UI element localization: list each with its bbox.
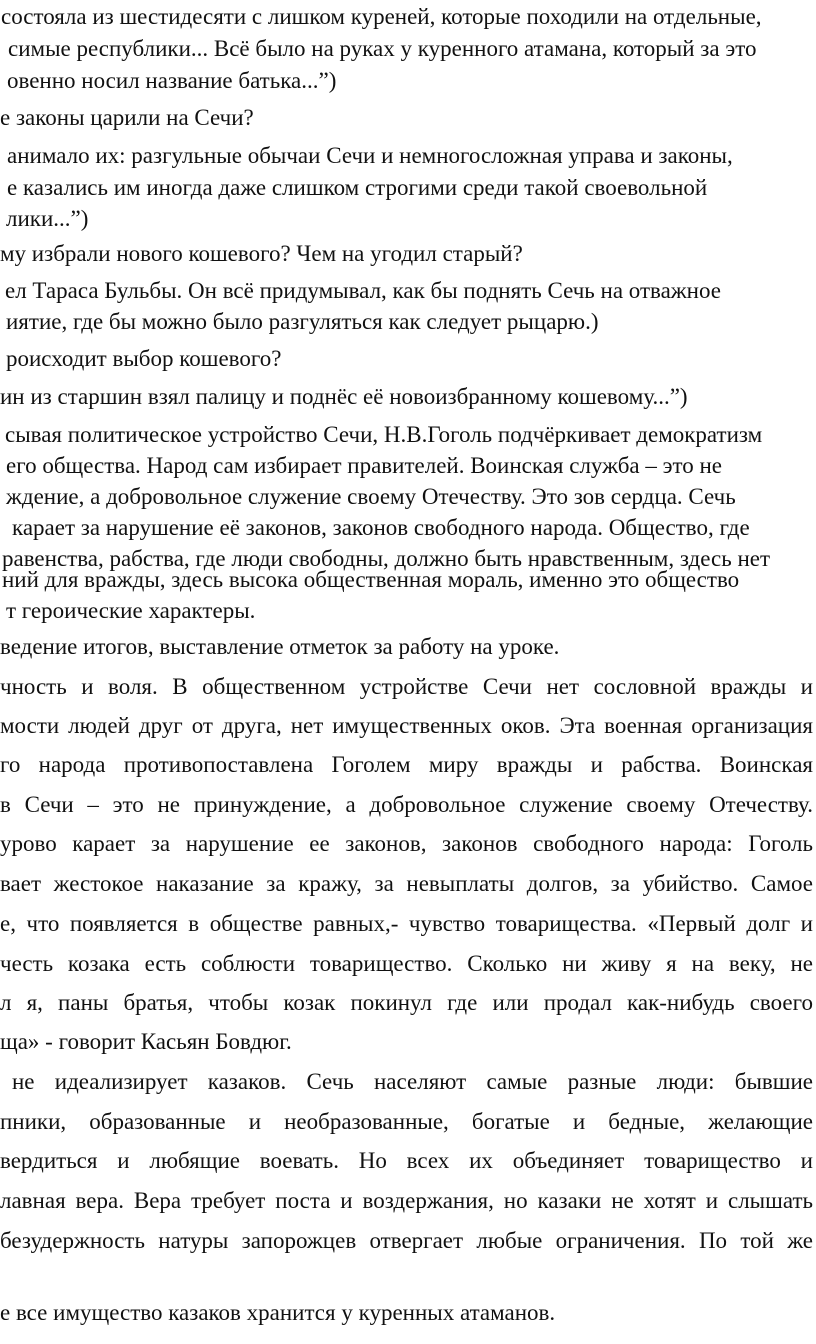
text-line: анимало их: разгульные обычаи Сечи и немногосложная управа и законы, <box>7 143 733 168</box>
text-line: ща» - говорит Касьян Бовдюг. <box>0 1029 292 1054</box>
text-line: е казались им иногда даже слишком строгими среди такой своевольной <box>7 175 708 200</box>
text-line: чность и воля. В общественном устройстве Сечи нет сословной вражды и <box>0 674 813 699</box>
text-line: состояла из шестидесяти с лишком куреней, которые походили на отдельные, <box>1 4 762 29</box>
text-line: роисходит выбор кошевого? <box>6 346 282 371</box>
text-line: ний для вражды, здесь высока общественная мораль, именно это общество <box>2 567 740 592</box>
text-line: ждение, а добровольное служение своему Отечеству. Это зов сердца. Сечь <box>6 484 736 509</box>
text-line: вердиться и любящие воевать. Но всех их объединяет товарищество и <box>0 1148 813 1173</box>
text-line: иятие, где бы можно было разгуляться как следует рыцарю.) <box>6 309 599 334</box>
text-line: его общества. Народ сам избирает правителей. Воинская служба – это не <box>6 453 723 478</box>
text-line: му избрали нового кошевого? Чем на угодил старый? <box>0 241 523 266</box>
text-line: не идеализирует казаков. Сечь населяют самые разные люди: бывшие <box>12 1069 813 1094</box>
text-line: безудержность натуры запорожцев отвергает любые ограничения. По той же <box>0 1228 813 1253</box>
text-line: е законы царили на Сечи? <box>0 105 254 130</box>
text-line: ел Тараса Бульбы. Он всё придумывал, как бы поднять Сечь на отважное <box>5 278 721 303</box>
text-line: честь козака есть соблюсти товарищество. Сколько ни живу я на веку, не <box>0 951 813 976</box>
text-line: лавная вера. Вера требует поста и воздержания, но казаки не хотят и слышать <box>0 1188 813 1213</box>
text-line: лики...”) <box>6 206 89 231</box>
text-line: сывая политическое устройство Сечи, Н.В.Гоголь подчёркивает демократизм <box>5 422 763 447</box>
text-line: мости людей друг от друга, нет имущественных оков. Эта военная организация <box>0 713 813 738</box>
text-line: карает за нарушение её законов, законов свободного народа. Общество, где <box>12 515 750 540</box>
text-line: пники, образованные и необразованные, богатые и бедные, желающие <box>0 1109 813 1134</box>
text-line: л я, паны братья, чтобы козак покинул где или продал как-нибудь своего <box>0 990 813 1015</box>
text-line: е, что появляется в обществе равных,- чувство товарищества. «Первый долг и <box>0 911 813 936</box>
text-line: т героические характеры. <box>6 598 256 623</box>
text-line: е все имущество казаков хранится у куренных атаманов. <box>0 1300 556 1325</box>
text-line: ведение итогов, выставление отметок за работу на уроке. <box>0 634 560 659</box>
text-line: вает жестокое наказание за кражу, за невыплаты долгов, за убийство. Самое <box>0 871 813 896</box>
text-line: равенства, рабства, где люди свободны, должно быть нравственным, здесь нет <box>2 546 771 571</box>
text-line: симые республики... Всё было на руках у куренного атамана, который за это <box>8 36 757 61</box>
text-line: урово карает за нарушение ее законов, законов свободного народа: Гоголь <box>0 831 813 856</box>
text-line: ин из старшин взял палицу и поднёс её новоизбранному кошевому...”) <box>0 384 688 409</box>
text-line: в Сечи – это не принуждение, а добровольное служение своему Отечеству. <box>0 792 813 817</box>
text-line: овенно носил название батька...”) <box>7 68 337 93</box>
text-line: го народа противопоставлена Гоголем миру вражды и рабства. Воинская <box>0 752 813 777</box>
